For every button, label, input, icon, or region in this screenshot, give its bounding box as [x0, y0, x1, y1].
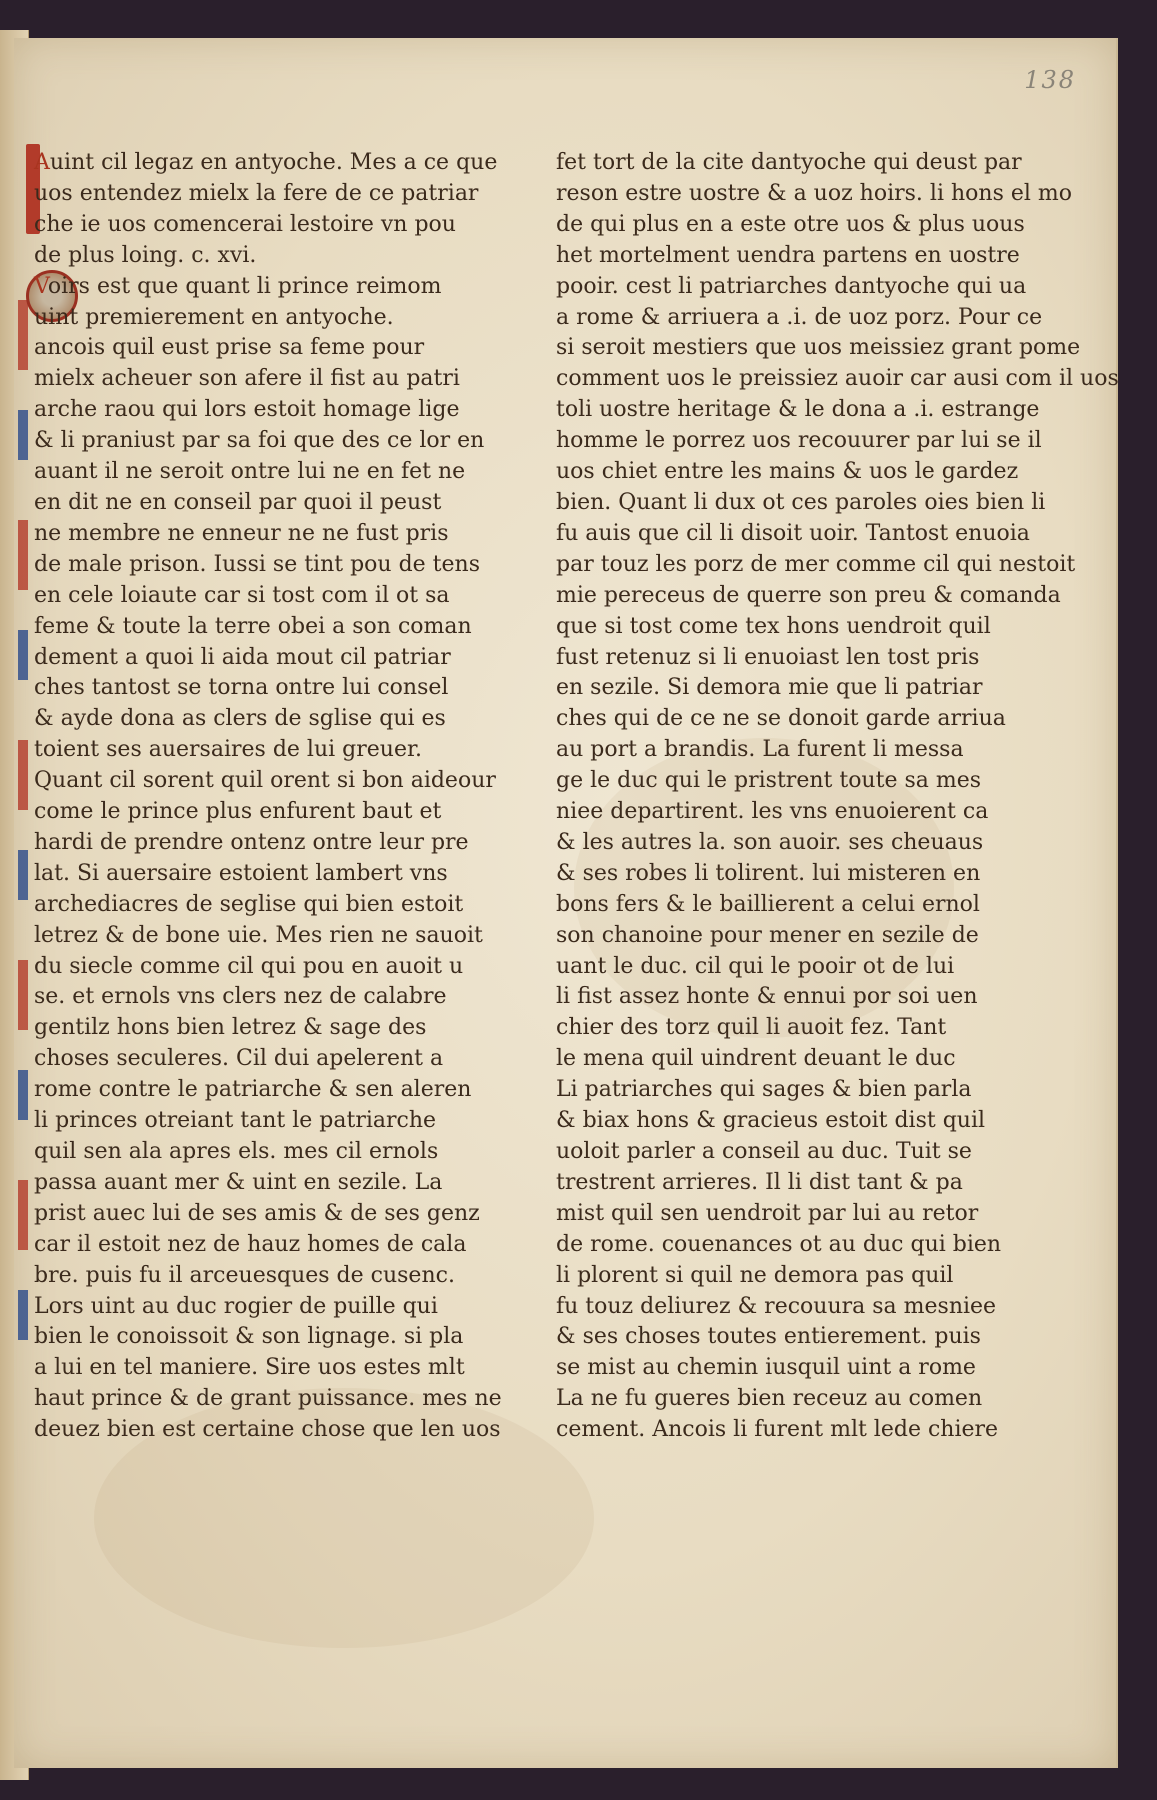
text-line: en dit ne en conseil par quoi il peust — [34, 489, 442, 515]
text-line: uos chiet entre les mains & uos le gardez — [556, 459, 1019, 485]
text-line: a rome & arriuera a .i. de uoz porz. Pour ce — [556, 304, 1043, 330]
text-line: Auint cil legaz en antyoche. Mes a ce que — [34, 150, 498, 175]
text-line: son chanoine pour mener en sezile de — [556, 922, 979, 948]
text-line: pooir. cest li patriarches dantyoche qui ua — [556, 273, 1027, 299]
text-line: mist quil sen uendroit par lui au retor — [556, 1200, 979, 1226]
text-line: reson estre uostre & a uoz hoirs. li hons el mo — [556, 180, 1073, 206]
folio-number: 138 — [1024, 66, 1076, 94]
text-line: arche raou qui lors estoit homage lige — [34, 397, 460, 423]
text-line: ne membre ne enneur ne ne fust pris — [34, 520, 449, 546]
text-line: de plus loing. c. xvi. — [34, 242, 257, 268]
text-line: La ne fu gueres bien receuz au comen — [556, 1386, 983, 1412]
text-line: het mortelment uendra partens en uostre — [556, 242, 1020, 268]
text-line: fu touz deliurez & recouura sa mesniee — [556, 1293, 997, 1319]
text-line: bien. Quant li dux ot ces paroles oies bien li — [556, 489, 1046, 515]
text-line: le mena quil uindrent deuant le duc — [556, 1046, 956, 1072]
text-line: de male prison. Iussi se tint pou de tens — [34, 551, 481, 577]
text-line: se mist au chemin iusquil uint a rome — [556, 1355, 976, 1381]
text-line: homme le porrez uos recouurer par lui se il — [556, 428, 1042, 454]
text-line: de qui plus en a este otre uos & plus uous — [556, 211, 1025, 237]
text-line: bien le conoissoit & son lignage. si pla — [34, 1324, 464, 1350]
text-line: fu auis que cil li disoit uoir. Tantost enuoia — [556, 520, 1030, 546]
text-line: si seroit mestiers que uos meissiez grant pome — [556, 335, 1081, 361]
text-line: en sezile. Si demora mie que li patriar — [556, 675, 983, 701]
text-line: ches tantost se torna ontre lui consel — [34, 675, 449, 701]
text-line: uos entendez mielx la fere de ce patriar — [34, 180, 479, 206]
text-line: au port a brandis. La furent li messa — [556, 737, 964, 763]
text-column-left — [34, 148, 502, 1446]
text-line: toli uostre heritage & le dona a .i. estrange — [556, 397, 1040, 423]
text-line: & ses robes li tolirent. lui misteren en — [556, 860, 981, 886]
text-line: a lui en tel maniere. Sire uos estes mlt — [34, 1355, 465, 1381]
text-line: uint premierement en antyoche. — [34, 304, 394, 330]
text-line: che ie uos comencerai lestoire vn pou — [34, 211, 456, 237]
text-line: cement. Ancois li furent mlt lede chiere — [556, 1417, 999, 1443]
text-line: uoloit parler a conseil au duc. Tuit se — [556, 1139, 972, 1164]
text-line: Quant cil sorent quil orent si bon aideour — [34, 768, 496, 794]
text-line: archediacres de seglise qui bien estoit — [34, 891, 464, 917]
text-line: feme & toute la terre obei a son coman — [34, 613, 472, 639]
text-line: niee departirent. les vns enuoierent ca — [556, 799, 989, 825]
text-line: ancois quil eust prise sa feme pour — [34, 335, 425, 361]
text-line: par touz les porz de mer comme cil qui nestoit — [556, 551, 1076, 577]
text-line: & biax hons & gracieus estoit dist quil — [556, 1108, 986, 1134]
text-line: passa auant mer & uint en sezile. La — [34, 1169, 443, 1195]
text-line: quil sen ala apres els. mes cil ernols — [34, 1139, 439, 1164]
text-line: Lors uint au duc rogier de puille qui — [34, 1293, 438, 1319]
text-line: en cele loiaute car si tost com il ot sa — [34, 582, 450, 608]
text-line: toient ses auersaires de lui greuer. — [34, 737, 423, 763]
text-line: ge le duc qui le pristrent toute sa mes — [556, 768, 982, 794]
text-line: comment uos le preissiez auoir car ausi com il uos — [556, 366, 1119, 392]
text-line: letrez & de bone uie. Mes rien ne sauoit — [34, 922, 483, 948]
text-line: bons fers & le baillierent a celui ernol — [556, 891, 980, 917]
text-line: du siecle comme cil qui pou en auoit u — [34, 953, 464, 979]
text-line: & ayde dona as clers de sglise qui es — [34, 706, 446, 732]
text-line: li fist assez honte & ennui por soi uen — [556, 984, 978, 1010]
text-line: mie pereceus de querre son preu & comanda — [556, 582, 1061, 608]
decorated-margin-border — [18, 300, 28, 1400]
text-line: deuez bien est certaine chose que len uos — [34, 1417, 501, 1443]
text-line: que si tost come tex hons uendroit quil — [556, 613, 991, 639]
text-line: hardi de prendre ontenz ontre leur pre — [34, 829, 469, 855]
text-column-right — [556, 148, 1119, 1446]
text-line: trestrent arrieres. Il li dist tant & pa — [556, 1169, 963, 1195]
text-line: rome contre le patriarche & sen aleren — [34, 1077, 472, 1103]
text-line: lat. Si auersaire estoient lambert vns — [34, 860, 448, 886]
text-line: li plorent si quil ne demora pas quil — [556, 1262, 954, 1288]
text-line: fust retenuz si li enuoiast len tost pris — [556, 644, 980, 670]
text-line: uant le duc. cil qui le pooir ot de lui — [556, 953, 955, 979]
text-line: haut prince & de grant puissance. mes ne — [34, 1386, 502, 1412]
text-line: mielx acheuer son afere il fist au patri — [34, 366, 460, 392]
text-line: choses seculeres. Cil dui apelerent a — [34, 1046, 444, 1072]
text-line: & les autres la. son auoir. ses cheuaus — [556, 829, 984, 855]
text-line: se. et ernols vns clers nez de calabre — [34, 984, 447, 1010]
text-line: Voirs est que quant li prince reimom — [34, 273, 442, 299]
text-line: li princes otreiant tant le patriarche — [34, 1108, 437, 1134]
text-line: dement a quoi li aida mout cil patriar — [34, 644, 451, 670]
text-line: & li praniust par sa foi que des ce lor en — [34, 428, 485, 454]
text-line: chier des torz quil li auoit fez. Tant — [556, 1015, 947, 1041]
text-line: car il estoit nez de hauz homes de cala — [34, 1231, 467, 1257]
text-line: prist auec lui de ses amis & de ses genz — [34, 1200, 480, 1226]
text-line: come le prince plus enfurent baut et — [34, 799, 442, 825]
text-line: fet tort de la cite dantyoche qui deust par — [556, 150, 1022, 175]
text-line: de rome. couenances ot au duc qui bien — [556, 1231, 1002, 1257]
text-line: & ses choses toutes entierement. puis — [556, 1324, 981, 1350]
text-line: Li patriarches qui sages & bien parla — [556, 1077, 972, 1103]
text-line: auant il ne seroit ontre lui ne en fet ne — [34, 459, 466, 485]
text-line: gentilz hons bien letrez & sage des — [34, 1015, 427, 1041]
text-line: ches qui de ce ne se donoit garde arriua — [556, 706, 1006, 732]
text-line: bre. puis fu il arceuesques de cusenc. — [34, 1262, 455, 1288]
